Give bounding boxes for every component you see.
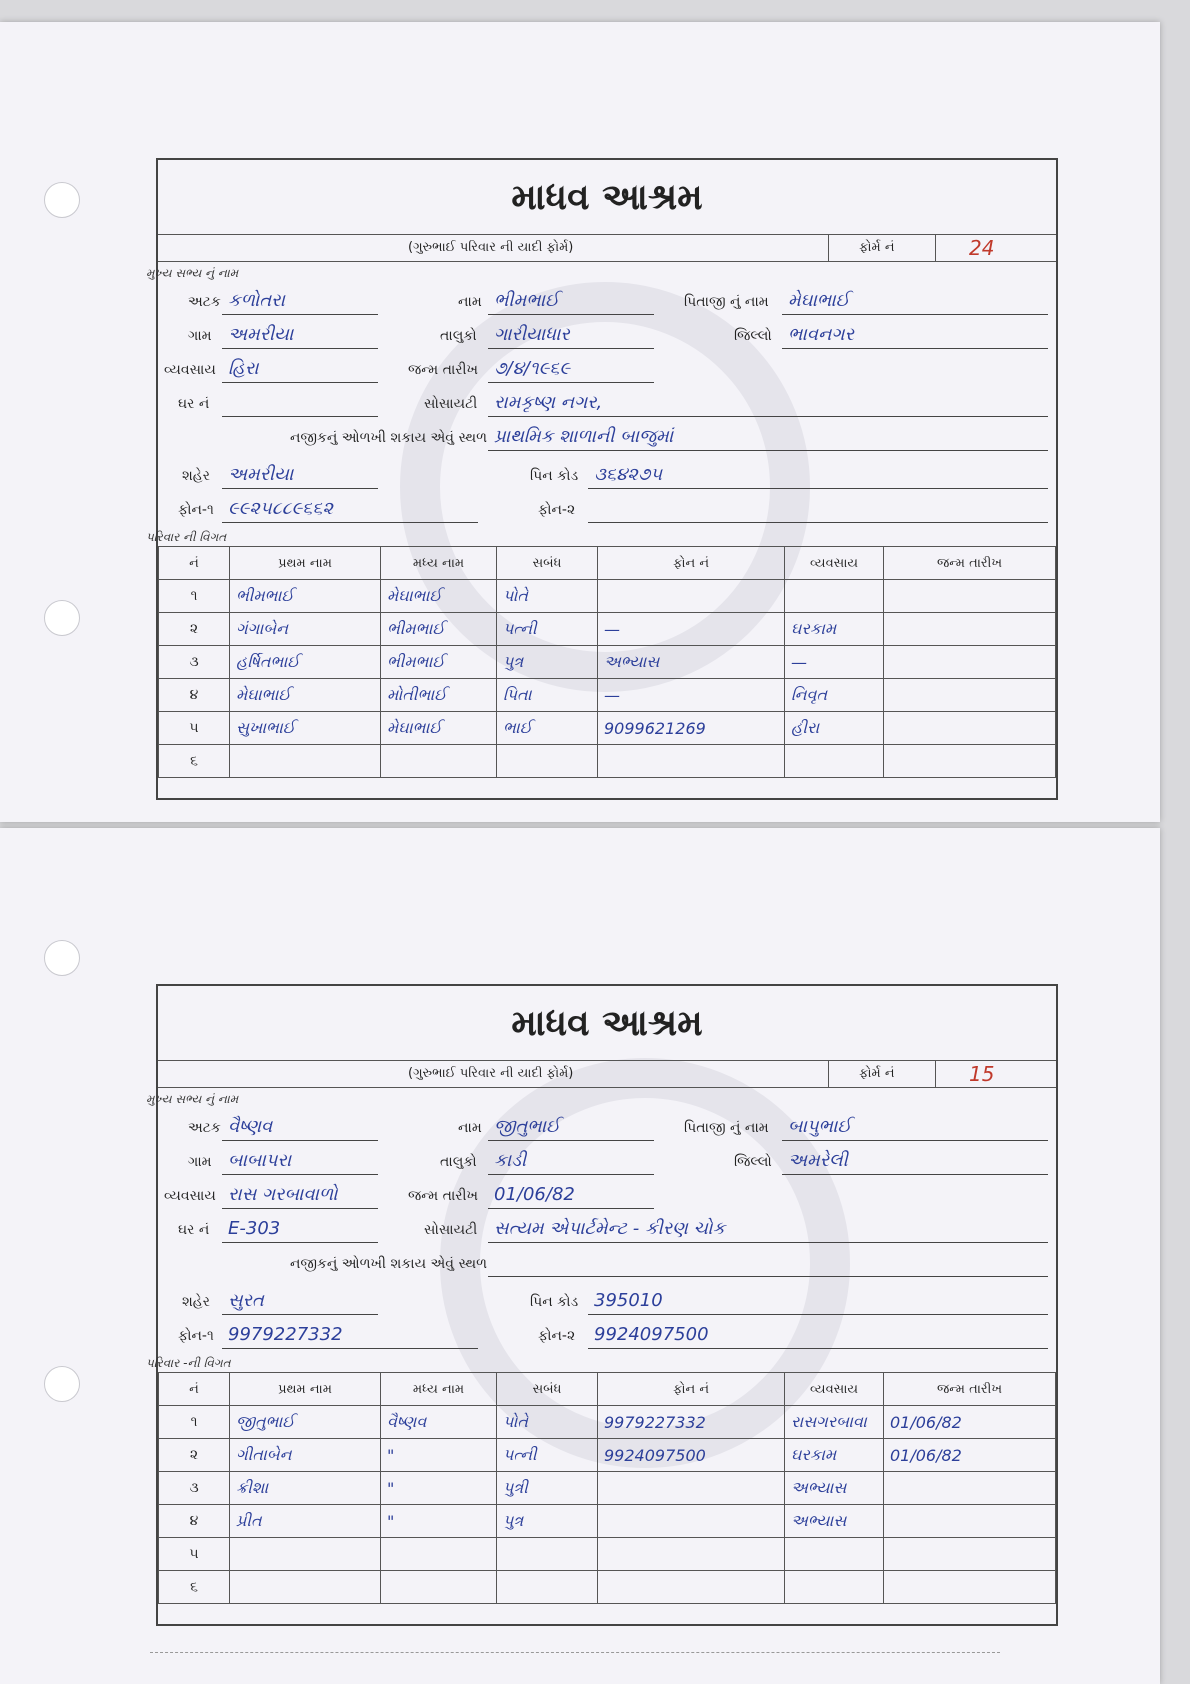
phone-cell: અભ્યાસ [598, 646, 785, 679]
first-name-cell: ગંગાબેન [230, 613, 381, 646]
society-value: રામકૃષ્ણ નગર, [488, 390, 1048, 417]
row-number: ૧ [159, 580, 230, 613]
surname-label: અટક [188, 294, 221, 310]
table-row [159, 679, 1056, 712]
form-number-label: ફોર્મ નં [859, 240, 895, 255]
occupation-cell: — [785, 646, 884, 679]
col-header-relation: સબંધ [497, 547, 598, 580]
row-number: ૩ [159, 1472, 230, 1505]
phone2-label: ફોન-૨ [538, 1328, 576, 1344]
dob-cell: 01/06/82 [884, 1406, 1056, 1439]
head-member-caption: મુખ્ય સભ્ય નું નામ [146, 1092, 239, 1106]
table-row [159, 1538, 1056, 1571]
relation-cell: પોતે [497, 580, 598, 613]
row-number: ૪ [159, 1505, 230, 1538]
col-header-no: નં [159, 547, 230, 580]
occupation-cell [785, 745, 884, 778]
society-value: સત્યમ એપાર્ટમેન્ટ - કીરણ ચોક [488, 1216, 1048, 1243]
occupation-cell: હીરા [785, 712, 884, 745]
col-header-occupation: વ્યવસાય [785, 547, 884, 580]
society-label: સોસાયટી [424, 396, 478, 412]
phone1-label: ફોન-૧ [178, 1328, 214, 1344]
dob-cell [884, 1505, 1056, 1538]
punch-hole [44, 182, 80, 218]
dob-cell [884, 646, 1056, 679]
dob-cell [884, 1472, 1056, 1505]
father-name-value: મેઘાભાઈ [782, 288, 1048, 315]
house-no-label: ઘર નં [178, 396, 210, 412]
table-header-row [159, 547, 1056, 580]
phone1-label: ફોન-૧ [178, 502, 214, 518]
phone1-value: 9979227332 [222, 1322, 478, 1349]
name-value: ભીમભાઈ [488, 288, 654, 315]
middle-name-cell [381, 1571, 497, 1604]
village-value: બાબાપરા [222, 1148, 378, 1175]
family-members-table [158, 546, 1056, 778]
row-number: ૬ [159, 1571, 230, 1604]
occupation-cell: અભ્યાસ [785, 1505, 884, 1538]
father-name-value: બાપુભાઈ [782, 1114, 1048, 1141]
relation-cell [497, 1571, 598, 1604]
middle-name-cell: મેઘાભાઈ [381, 580, 497, 613]
middle-name-cell: વૈષ્ણવ [381, 1406, 497, 1439]
father-name-label: પિતાજી નું નામ [684, 294, 769, 310]
col-header-relation: સબંધ [497, 1373, 598, 1406]
phone2-value [588, 496, 1048, 523]
phone-cell: 9924097500 [598, 1439, 785, 1472]
first-name-cell: ગીતાબેન [230, 1439, 381, 1472]
table-body [159, 1406, 1056, 1604]
bottom-sheet [0, 828, 1160, 1684]
phone-cell [598, 1505, 785, 1538]
phone-cell [598, 1571, 785, 1604]
dob-label: જન્મ તારીખ [408, 362, 479, 378]
family-details-caption: પરિવાર ની વિગત [146, 530, 227, 544]
table-row [159, 580, 1056, 613]
city-label: શહેર [182, 1294, 210, 1310]
first-name-cell [230, 1571, 381, 1604]
phone-cell: 9099621269 [598, 712, 785, 745]
occupation-cell: ઘરકામ [785, 613, 884, 646]
row-number: ૫ [159, 712, 230, 745]
form-number-value: 15 [969, 1062, 995, 1086]
occupation-cell: રાસગરબાવા [785, 1406, 884, 1439]
house-no-label: ઘર નં [178, 1222, 210, 1238]
cut-line [150, 1652, 1000, 1653]
village-label: ગામ [188, 328, 212, 344]
relation-cell: પુત્રી [497, 1472, 598, 1505]
relation-cell: પત્ની [497, 613, 598, 646]
family-form-1 [146, 158, 1058, 800]
form-subheader [158, 235, 1056, 262]
father-name-label: પિતાજી નું નામ [684, 1120, 769, 1136]
city-value: સુરત [222, 1288, 378, 1315]
table-row [159, 712, 1056, 745]
district-label: જિલ્લો [734, 1154, 772, 1170]
table-row [159, 1439, 1056, 1472]
table-header-row [159, 1373, 1056, 1406]
family-members-table [158, 1372, 1056, 1604]
form-subheader [158, 1061, 1056, 1088]
relation-cell [497, 1538, 598, 1571]
phone2-label: ફોન-૨ [538, 502, 576, 518]
table-row [159, 745, 1056, 778]
taluka-value: કાડી [488, 1148, 654, 1175]
col-header-occupation: વ્યવસાય [785, 1373, 884, 1406]
col-header-middle-name: મધ્ય નામ [381, 547, 497, 580]
col-header-dob: જન્મ તારીખ [884, 1373, 1056, 1406]
first-name-cell: પ્રીત [230, 1505, 381, 1538]
district-value: અમરેલી [782, 1148, 1048, 1175]
head-member-caption: મુખ્ય સભ્ય નું નામ [146, 266, 239, 280]
form-title: માધવ આશ્રમ [158, 986, 1056, 1061]
row-number: ૨ [159, 613, 230, 646]
table-row [159, 646, 1056, 679]
middle-name-cell [381, 1538, 497, 1571]
occupation-cell: નિવૃત [785, 679, 884, 712]
row-number: ૧ [159, 1406, 230, 1439]
occupation-value: રાસ ગરબાવાળો [222, 1182, 378, 1209]
phone-cell: 9979227332 [598, 1406, 785, 1439]
taluka-value: ગારીયાધાર [488, 322, 654, 349]
form-number-label: ફોર્મ નં [859, 1066, 895, 1081]
form-number-box [828, 1061, 1057, 1087]
first-name-cell [230, 1538, 381, 1571]
col-header-phone: ફોન નં [598, 1373, 785, 1406]
district-value: ભાવનગર [782, 322, 1048, 349]
pincode-value: ૩૬૪૨૭૫ [588, 462, 1048, 489]
occupation-cell [785, 1538, 884, 1571]
taluka-label: તાલુકો [440, 1154, 477, 1170]
top-sheet [0, 22, 1160, 822]
punch-hole [44, 600, 80, 636]
dob-cell [884, 712, 1056, 745]
dob-cell [884, 580, 1056, 613]
middle-name-cell: ભીમભાઈ [381, 613, 497, 646]
city-label: શહેર [182, 468, 210, 484]
occupation-cell: ઘરકામ [785, 1439, 884, 1472]
pincode-label: પિન કોડ [530, 468, 579, 484]
table-row [159, 1406, 1056, 1439]
dob-cell [884, 745, 1056, 778]
row-number: ૩ [159, 646, 230, 679]
dob-value: ૭/૪/૧૯૬૯ [488, 356, 654, 383]
row-number: ૬ [159, 745, 230, 778]
first-name-cell: ક્રીશા [230, 1472, 381, 1505]
dob-cell: 01/06/82 [884, 1439, 1056, 1472]
middle-name-cell: ભીમભાઈ [381, 646, 497, 679]
form-number-box [828, 235, 1057, 261]
relation-cell: પિતા [497, 679, 598, 712]
form-number-value: 24 [969, 236, 995, 260]
col-header-first-name: પ્રથમ નામ [230, 547, 381, 580]
phone-cell [598, 745, 785, 778]
middle-name-cell: મેઘાભાઈ [381, 712, 497, 745]
table-row [159, 1571, 1056, 1604]
relation-cell: પોતે [497, 1406, 598, 1439]
village-label: ગામ [188, 1154, 212, 1170]
table-row [159, 613, 1056, 646]
col-header-phone: ફોન નં [598, 547, 785, 580]
house-no-value: E-303 [222, 1216, 378, 1243]
table-row [159, 1505, 1056, 1538]
col-header-middle-name: મધ્ય નામ [381, 1373, 497, 1406]
col-header-dob: જન્મ તારીખ [884, 547, 1056, 580]
middle-name-cell: " [381, 1505, 497, 1538]
phone-cell: — [598, 679, 785, 712]
table-body [159, 580, 1056, 778]
middle-name-cell [381, 745, 497, 778]
occupation-cell [785, 580, 884, 613]
landmark-label: નજીકનું ઓળખી શકાય એવું સ્થળ [290, 430, 488, 446]
relation-cell: ભાઈ [497, 712, 598, 745]
relation-cell: પુત્ર [497, 1505, 598, 1538]
dob-cell [884, 1571, 1056, 1604]
dob-cell [884, 1538, 1056, 1571]
first-name-cell: જીતુભાઈ [230, 1406, 381, 1439]
form-subtitle: (ગુરુભાઈ પરિવાર ની યાદી ફોર્મ) [408, 1066, 574, 1081]
name-value: જીતુભાઈ [488, 1114, 654, 1141]
city-value: અમરીયા [222, 462, 378, 489]
name-label: નામ [458, 1120, 482, 1136]
form-subtitle: (ગુરુભાઈ પરિવાર ની યાદી ફોર્મ) [408, 240, 574, 255]
surname-value: કળોતરા [222, 288, 378, 315]
village-value: અમરીયા [222, 322, 378, 349]
landmark-value: પ્રાથમિક શાળાની બાજુમાં [488, 424, 1048, 451]
family-form-2 [146, 984, 1058, 1626]
relation-cell: પત્ની [497, 1439, 598, 1472]
dob-label: જન્મ તારીખ [408, 1188, 479, 1204]
punch-hole [44, 1366, 80, 1402]
phone-cell [598, 580, 785, 613]
occupation-value: હિરા [222, 356, 378, 383]
first-name-cell: હર્ષિતભાઈ [230, 646, 381, 679]
dob-value: 01/06/82 [488, 1182, 654, 1209]
dob-cell [884, 613, 1056, 646]
district-label: જિલ્લો [734, 328, 772, 344]
phone1-value: ૯૯૨૫૮૮૯૬૬૨ [222, 496, 478, 523]
form-title: માધવ આશ્રમ [158, 160, 1056, 235]
surname-value: વૈષ્ણવ [222, 1114, 378, 1141]
surname-label: અટક [188, 1120, 221, 1136]
name-label: નામ [458, 294, 482, 310]
phone-cell [598, 1538, 785, 1571]
col-header-first-name: પ્રથમ નામ [230, 1373, 381, 1406]
landmark-label: નજીકનું ઓળખી શકાય એવું સ્થળ [290, 1256, 488, 1272]
first-name-cell: મેઘાભાઈ [230, 679, 381, 712]
occupation-label: વ્યવસાય [164, 362, 216, 378]
house-no-value [222, 390, 378, 417]
relation-cell: પુત્ર [497, 646, 598, 679]
landmark-value [488, 1250, 1048, 1277]
family-details-caption: પરિવાર -ની વિગત [146, 1356, 231, 1370]
col-header-no: નં [159, 1373, 230, 1406]
middle-name-cell: " [381, 1472, 497, 1505]
first-name-cell [230, 745, 381, 778]
pincode-label: પિન કોડ [530, 1294, 579, 1310]
phone-cell [598, 1472, 785, 1505]
occupation-cell [785, 1571, 884, 1604]
row-number: ૨ [159, 1439, 230, 1472]
first-name-cell: સુખાભાઈ [230, 712, 381, 745]
occupation-cell: અભ્યાસ [785, 1472, 884, 1505]
punch-hole [44, 940, 80, 976]
phone-cell: — [598, 613, 785, 646]
middle-name-cell: " [381, 1439, 497, 1472]
dob-cell [884, 679, 1056, 712]
first-name-cell: ભીમભાઈ [230, 580, 381, 613]
occupation-label: વ્યવસાય [164, 1188, 216, 1204]
middle-name-cell: મોતીભાઈ [381, 679, 497, 712]
table-row [159, 1472, 1056, 1505]
row-number: ૪ [159, 679, 230, 712]
row-number: ૫ [159, 1538, 230, 1571]
phone2-value: 9924097500 [588, 1322, 1048, 1349]
pincode-value: 395010 [588, 1288, 1048, 1315]
society-label: સોસાયટી [424, 1222, 478, 1238]
relation-cell [497, 745, 598, 778]
taluka-label: તાલુકો [440, 328, 477, 344]
